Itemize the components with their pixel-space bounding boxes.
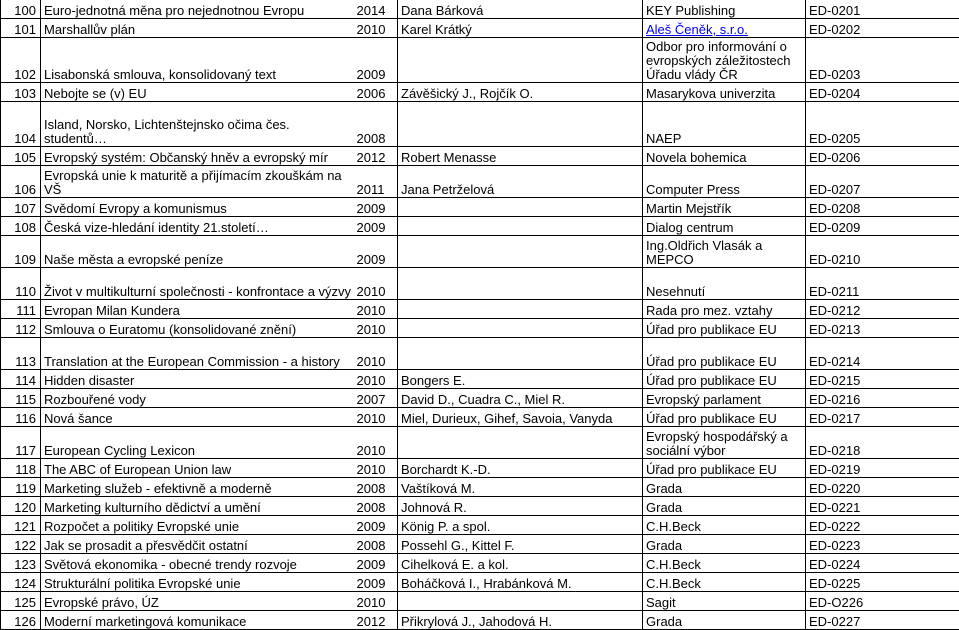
code-cell: ED-0208 — [806, 198, 959, 217]
year-cell: 2010 — [354, 427, 398, 459]
code-cell: ED-0224 — [806, 554, 959, 573]
title-cell: Česká vize-hledání identity 21.století… — [41, 217, 354, 236]
row-number-cell: 109 — [1, 236, 41, 268]
row-number-cell: 108 — [1, 217, 41, 236]
table-row — [1, 83, 959, 102]
publisher-cell: Úřad pro publikace EU — [643, 370, 806, 389]
code-cell: ED-0204 — [806, 83, 959, 102]
year-cell: 2008 — [354, 478, 398, 497]
author-cell: Miel, Durieux, Gihef, Savoia, Vanyda — [398, 408, 643, 427]
author-cell: Boháčková I., Hrabánková M. — [398, 573, 643, 592]
publisher-cell: Grada — [643, 535, 806, 554]
author-cell — [398, 268, 643, 300]
title-cell: Lisabonská smlouva, konsolidovaný text — [41, 38, 354, 83]
year-cell: 2009 — [354, 554, 398, 573]
code-cell: ED-0217 — [806, 408, 959, 427]
code-cell: ED-0222 — [806, 516, 959, 535]
book-list-body — [1, 0, 959, 630]
author-cell: Possehl G., Kittel F. — [398, 535, 643, 554]
publisher-cell: NAEP — [643, 102, 806, 147]
publisher-cell: Novela bohemica — [643, 147, 806, 166]
table-row — [1, 535, 959, 554]
publisher-cell: Nesehnutí — [643, 268, 806, 300]
author-cell: Karel Krátký — [398, 19, 643, 38]
year-cell: 2011 — [354, 166, 398, 198]
publisher-cell: KEY Publishing — [643, 0, 806, 19]
title-cell: Marketing služeb - efektivně a moderně — [41, 478, 354, 497]
code-cell: ED-0215 — [806, 370, 959, 389]
row-number-cell: 112 — [1, 319, 41, 338]
row-number-cell: 116 — [1, 408, 41, 427]
year-cell: 2008 — [354, 102, 398, 147]
code-cell: ED-O226 — [806, 592, 959, 611]
row-number-cell: 120 — [1, 497, 41, 516]
publisher-cell: C.H.Beck — [643, 516, 806, 535]
publisher-cell[interactable]: Aleš Čeněk, s.r.o. — [643, 19, 806, 38]
code-cell: ED-0201 — [806, 0, 959, 19]
code-cell: ED-0225 — [806, 573, 959, 592]
row-number-cell: 124 — [1, 573, 41, 592]
row-number-cell: 125 — [1, 592, 41, 611]
publisher-cell: Rada pro mez. vztahy — [643, 300, 806, 319]
code-cell: ED-0205 — [806, 102, 959, 147]
table-row — [1, 102, 959, 147]
author-cell: Borchardt K.-D. — [398, 459, 643, 478]
row-number-cell: 104 — [1, 102, 41, 147]
publisher-cell: Grada — [643, 497, 806, 516]
title-cell: Světová ekonomika - obecné trendy rozvoje — [41, 554, 354, 573]
code-cell: ED-0221 — [806, 497, 959, 516]
row-number-cell: 110 — [1, 268, 41, 300]
code-cell: ED-0207 — [806, 166, 959, 198]
year-cell: 2012 — [354, 611, 398, 630]
row-number-cell: 111 — [1, 300, 41, 319]
author-cell — [398, 38, 643, 83]
row-number-cell: 123 — [1, 554, 41, 573]
title-cell: Rozbouřené vody — [41, 389, 354, 408]
title-cell: Jak se prosadit a přesvědčit ostatní — [41, 535, 354, 554]
year-cell: 2009 — [354, 573, 398, 592]
author-cell — [398, 338, 643, 370]
table-row — [1, 427, 959, 459]
year-cell: 2006 — [354, 83, 398, 102]
table-row — [1, 147, 959, 166]
author-cell — [398, 300, 643, 319]
publisher-cell: Úřad pro publikace EU — [643, 408, 806, 427]
code-cell: ED-0202 — [806, 19, 959, 38]
code-cell: ED-0209 — [806, 217, 959, 236]
title-cell: Nová šance — [41, 408, 354, 427]
title-cell: Nebojte se (v) EU — [41, 83, 354, 102]
table-row — [1, 408, 959, 427]
table-row — [1, 217, 959, 236]
title-cell: Evropské právo, ÚZ — [41, 592, 354, 611]
row-number-cell: 126 — [1, 611, 41, 630]
row-number-cell: 114 — [1, 370, 41, 389]
author-cell: König P. a spol. — [398, 516, 643, 535]
year-cell: 2010 — [354, 319, 398, 338]
year-cell: 2010 — [354, 19, 398, 38]
code-cell: ED-0213 — [806, 319, 959, 338]
publisher-cell: Masarykova univerzita — [643, 83, 806, 102]
title-cell: Euro-jednotná měna pro nejednotnou Evropu — [41, 0, 354, 19]
title-cell: Život v multikulturní společnosti - konfrontace a výzvy — [41, 268, 354, 300]
row-number-cell: 103 — [1, 83, 41, 102]
author-cell: Závěšický J., Rojčík O. — [398, 83, 643, 102]
year-cell: 2014 — [354, 0, 398, 19]
year-cell: 2009 — [354, 217, 398, 236]
row-number-cell: 121 — [1, 516, 41, 535]
code-cell: ED-0223 — [806, 535, 959, 554]
publisher-cell: C.H.Beck — [643, 554, 806, 573]
publisher-cell: Úřad pro publikace EU — [643, 338, 806, 370]
table-row — [1, 38, 959, 83]
author-cell — [398, 217, 643, 236]
publisher-cell: Úřad pro publikace EU — [643, 459, 806, 478]
table-row — [1, 611, 959, 630]
table-row — [1, 497, 959, 516]
year-cell: 2010 — [354, 338, 398, 370]
row-number-cell: 113 — [1, 338, 41, 370]
row-number-cell: 118 — [1, 459, 41, 478]
publisher-cell: Odbor pro informování o evropských záležitostech Úřadu vlády ČR — [643, 38, 806, 83]
year-cell: 2010 — [354, 459, 398, 478]
year-cell: 2007 — [354, 389, 398, 408]
author-cell: Cihelková E. a kol. — [398, 554, 643, 573]
year-cell: 2010 — [354, 592, 398, 611]
table-row — [1, 0, 959, 19]
publisher-cell: Dialog centrum — [643, 217, 806, 236]
author-cell — [398, 592, 643, 611]
title-cell: Naše města a evropské peníze — [41, 236, 354, 268]
row-number-cell: 101 — [1, 19, 41, 38]
publisher-cell: Evropský hospodářský a sociální výbor — [643, 427, 806, 459]
author-cell: Vaštíková M. — [398, 478, 643, 497]
code-cell: ED-0203 — [806, 38, 959, 83]
table-row — [1, 370, 959, 389]
year-cell: 2009 — [354, 236, 398, 268]
author-cell — [398, 319, 643, 338]
publisher-cell: C.H.Beck — [643, 573, 806, 592]
title-cell: European Cycling Lexicon — [41, 427, 354, 459]
title-cell: Rozpočet a politiky Evropské unie — [41, 516, 354, 535]
title-cell: The ABC of European Union law — [41, 459, 354, 478]
title-cell: Marshallův plán — [41, 19, 354, 38]
publisher-cell: Grada — [643, 478, 806, 497]
code-cell: ED-0227 — [806, 611, 959, 630]
year-cell: 2009 — [354, 516, 398, 535]
year-cell: 2010 — [354, 408, 398, 427]
author-cell — [398, 198, 643, 217]
table-row — [1, 459, 959, 478]
year-cell: 2009 — [354, 198, 398, 217]
code-cell: ED-0212 — [806, 300, 959, 319]
title-cell: Smlouva o Euratomu (konsolidované znění) — [41, 319, 354, 338]
table-row — [1, 19, 959, 38]
table-row — [1, 300, 959, 319]
title-cell: Hidden disaster — [41, 370, 354, 389]
year-cell: 2008 — [354, 497, 398, 516]
author-cell — [398, 236, 643, 268]
table-row — [1, 319, 959, 338]
table-row — [1, 592, 959, 611]
table-row — [1, 516, 959, 535]
publisher-cell: Martin Mejstřík — [643, 198, 806, 217]
author-cell — [398, 102, 643, 147]
title-cell: Strukturální politika Evropské unie — [41, 573, 354, 592]
author-cell: Jana Petrželová — [398, 166, 643, 198]
row-number-cell: 105 — [1, 147, 41, 166]
publisher-cell: Evropský parlament — [643, 389, 806, 408]
year-cell: 2010 — [354, 268, 398, 300]
table-row — [1, 389, 959, 408]
title-cell: Svědomí Evropy a komunismus — [41, 198, 354, 217]
year-cell: 2009 — [354, 38, 398, 83]
row-number-cell: 102 — [1, 38, 41, 83]
row-number-cell: 107 — [1, 198, 41, 217]
row-number-cell: 115 — [1, 389, 41, 408]
row-number-cell: 117 — [1, 427, 41, 459]
table-row — [1, 166, 959, 198]
title-cell: Marketing kulturního dědictví a umění — [41, 497, 354, 516]
title-cell: Evropská unie k maturitě a přijímacím zkouškám na VŠ — [41, 166, 354, 198]
row-number-cell: 106 — [1, 166, 41, 198]
author-cell: Přikrylová J., Jahodová H. — [398, 611, 643, 630]
title-cell: Translation at the European Commission - a history — [41, 338, 354, 370]
title-cell: Evropský systém: Občanský hněv a evropský mír — [41, 147, 354, 166]
code-cell: ED-0211 — [806, 268, 959, 300]
table-row — [1, 268, 959, 300]
title-cell: Evropan Milan Kundera — [41, 300, 354, 319]
code-cell: ED-0218 — [806, 427, 959, 459]
table-row — [1, 573, 959, 592]
table-row — [1, 554, 959, 573]
publisher-cell: Computer Press — [643, 166, 806, 198]
year-cell: 2008 — [354, 535, 398, 554]
publisher-cell: Grada — [643, 611, 806, 630]
author-cell: David D., Cuadra C., Miel R. — [398, 389, 643, 408]
title-cell: Island, Norsko, Lichtenštejnsko očima čes. studentů… — [41, 102, 354, 147]
year-cell: 2010 — [354, 370, 398, 389]
year-cell: 2010 — [354, 300, 398, 319]
row-number-cell: 122 — [1, 535, 41, 554]
code-cell: ED-0216 — [806, 389, 959, 408]
code-cell: ED-0210 — [806, 236, 959, 268]
title-cell: Moderní marketingová komunikace — [41, 611, 354, 630]
code-cell: ED-0219 — [806, 459, 959, 478]
publisher-cell: Sagit — [643, 592, 806, 611]
year-cell: 2012 — [354, 147, 398, 166]
code-cell: ED-0206 — [806, 147, 959, 166]
table-row — [1, 338, 959, 370]
publisher-cell: Ing.Oldřich Vlasák a MEPCO — [643, 236, 806, 268]
row-number-cell: 100 — [1, 0, 41, 19]
author-cell: Dana Bárková — [398, 0, 643, 19]
table-row — [1, 198, 959, 217]
publisher-cell: Úřad pro publikace EU — [643, 319, 806, 338]
row-number-cell: 119 — [1, 478, 41, 497]
table-row — [1, 478, 959, 497]
code-cell: ED-0214 — [806, 338, 959, 370]
author-cell — [398, 427, 643, 459]
code-cell: ED-0220 — [806, 478, 959, 497]
author-cell: Bongers E. — [398, 370, 643, 389]
author-cell: Johnová R. — [398, 497, 643, 516]
author-cell: Robert Menasse — [398, 147, 643, 166]
table-row — [1, 236, 959, 268]
